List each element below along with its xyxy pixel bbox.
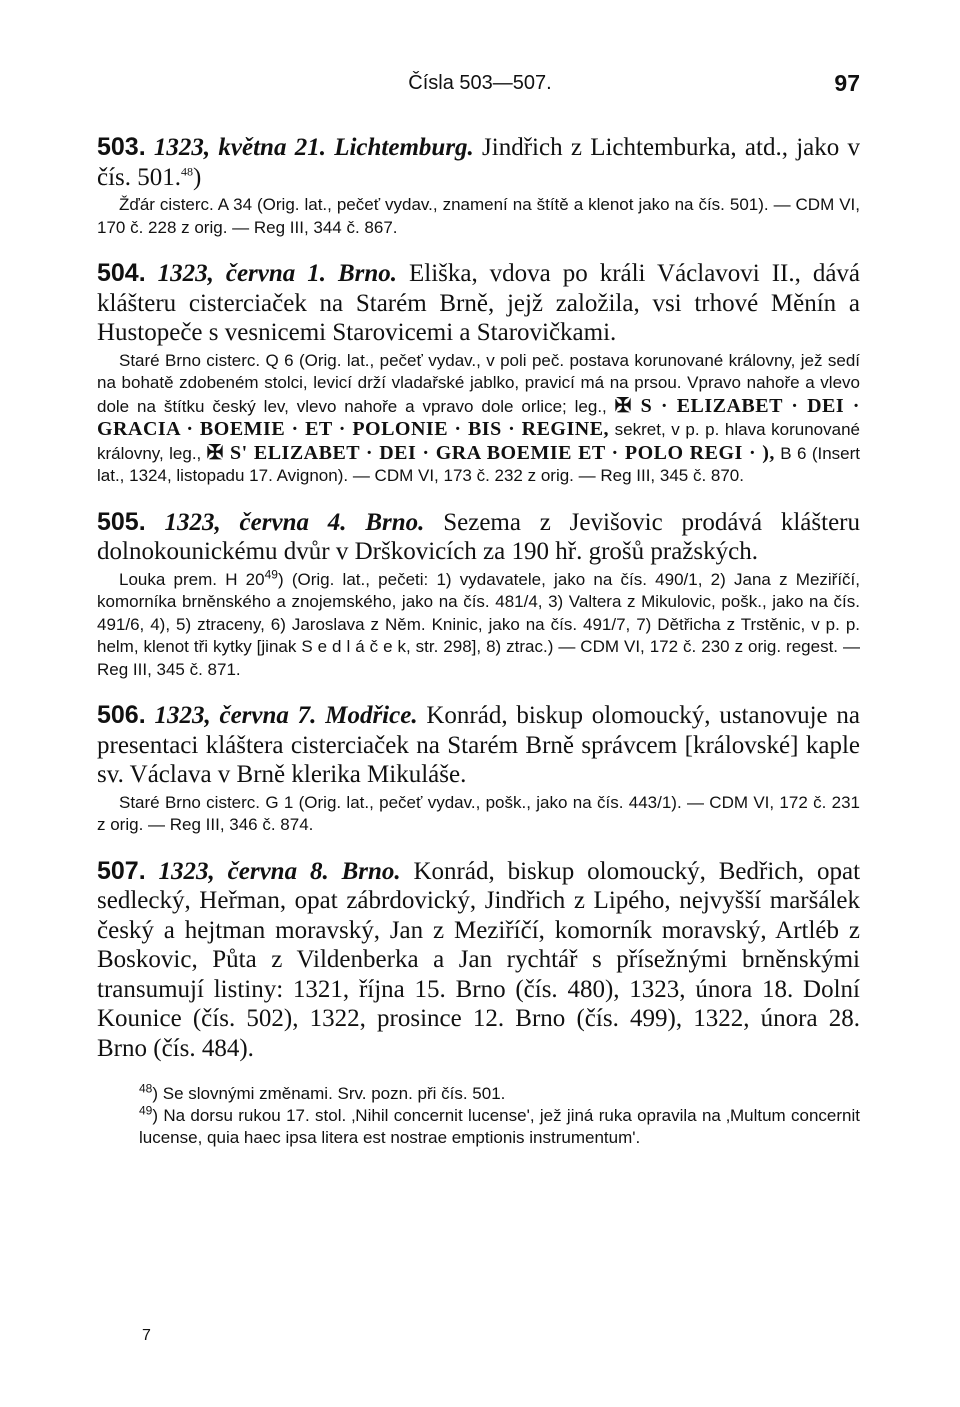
entry-heading — [97, 701, 860, 790]
footnote-ref: 48 — [181, 164, 194, 179]
entry-number: 504. — [97, 259, 146, 287]
entry-place: Modřice. — [325, 702, 418, 729]
footnote-text: ) Se slovnými změnami. Srv. pozn. při čís. 501. — [152, 1084, 506, 1103]
footnote-mark: 49 — [139, 1103, 153, 1118]
entry-date: 1323, června 7. — [154, 702, 317, 729]
note-text: B 6 (Insert lat., 1324, listopadu 17. Avignon). — CDM VI, 173 č. 232 z orig. — Reg III, 345 č. 870. — [97, 443, 860, 485]
page-number: 97 — [834, 70, 860, 96]
note-text: sekret, v p. p. hlava korunované královny, leg., — [97, 420, 860, 463]
footnote-mark: 48 — [139, 1081, 153, 1096]
entry-date: 1323, května 21. — [153, 134, 326, 161]
entry-heading — [97, 259, 860, 348]
entry-date: 1323, června 8. — [158, 857, 329, 885]
entry-heading — [97, 133, 860, 192]
entry-heading — [97, 857, 860, 1064]
entry-number: 506. — [97, 701, 146, 729]
entry-text-tail: ) — [193, 163, 202, 191]
running-head — [100, 72, 860, 102]
entry-number: 505. — [97, 507, 146, 536]
note-text: Staré Brno cisterc. G 1 (Orig. lat., pečeť vydav., pošk., jako na čís. 443/1). — CDM VI, 172 č. 231 z orig. — Reg III, 346 č. 874. — [97, 792, 860, 834]
archival-note — [97, 350, 860, 488]
footnote-49 — [97, 1105, 860, 1149]
entry-date: 1323, června 1. — [157, 260, 326, 287]
footnote-ref: 49 — [264, 566, 278, 581]
entry-date: 1323, června 4. — [164, 508, 347, 536]
note-text: ) (Orig. lat., pečeti: 1) vydavatele, jako na čís. 490/1, 2) Jana z Meziříčí, komorníka brněnského a znojemského, jako na čís. 481/4, 3) Valtera z Mikulovic, pošk., jako na čís. 491/6, 4), 5) ztraceny, 6) Jaroslava z Něm. Kninic, jako na čís. 491/7, 7) Dětřicha z Trstěnic, v p. p. helm, klenot tři kytky [jinak S e d l á č e k, str. 298], 8) ztrac.) — CDM VI, 172 č. 230 z orig. regest. — Reg III, 345 č. 871. — [97, 569, 860, 679]
entry-number: 507. — [97, 856, 146, 885]
entry-503 — [97, 133, 860, 239]
entry-number: 503. — [97, 133, 146, 161]
note-text: Louka prem. H 20 — [119, 569, 265, 589]
entry-place: Brno. — [337, 260, 398, 287]
entry-506 — [97, 701, 860, 837]
entry-place: Lichtemburg. — [334, 134, 474, 161]
entry-text: Konrád, biskup olomoucký, ustanovuje na presentaci kláštera cisterciaček na Starém Brně správcem [královské] kaple sv. Václava v Brně klerika Mikuláše. — [97, 702, 861, 788]
entry-507 — [97, 857, 860, 1064]
archival-note — [97, 194, 860, 239]
entry-place: Brno. — [365, 508, 425, 536]
entry-text: Sezema z Jevišovic prodává klášteru dolnokounickému dvůr v Drškovicích za 190 hř. grošů pražských. — [97, 508, 860, 565]
archival-note — [97, 566, 860, 682]
entry-504 — [97, 259, 860, 488]
footnote-text: ) Na dorsu rukou 17. stol. ‚Nihil concernit lucense', jež jiná ruka opravila na ‚Multum concernit lucense, quia haec ipsa litera est nostrae emptionis instrumentum'. — [139, 1106, 860, 1147]
note-text: Staré Brno cisterc. Q 6 (Orig. lat., pečeť vydav., v poli peč. postava korunované královny, jež sedí na bohatě zdobeném stolci, levicí drží vladařské jablko, pravicí má na prsou. Vpravo nahoře a vlevo dole na štítku český lev, vlevo nahoře a vpravo dole orlice; leg., — [97, 350, 860, 416]
entry-text: Eliška, vdova po králi Václavovi II., dává klášteru cisterciaček na Starém Brně, jejž založila, vsi trhové Měnín a Hustopeče s vesnicemi Starovicemi a Starovičkami. — [97, 260, 861, 346]
entry-text: Konrád, biskup olomoucký, Bedřich, opat sedlecký, Heřman, opat zábrdovický, Jindřich z Lipého, nejvyšší maršálek český a hejtman moravský, Jan z Meziříčí, komorník moravský, Artléb z Boskovic, Půta z Vildenberka a Jan rychtář s přísežnými brněnskými transumují listiny: 1321, října 15. Brno (čís. 480), 1323, února 18. Dolní Kounice (čís. 502), 1322, prosince 12. Brno (čís. 499), 1322, února 28. Brno (čís. 484). — [97, 857, 861, 1062]
entry-heading — [97, 508, 860, 567]
note-text: Žďár cisterc. A 34 (Orig. lat., pečeť vydav., znamení na štítě a klenot jako na čís. 501). — CDM VI, 170 č. 228 z orig. — Reg III, 344 č. 867. — [97, 195, 860, 237]
running-title: Čísla 503—507. — [408, 72, 552, 94]
main-text — [97, 133, 860, 1149]
entry-place: Brno. — [341, 857, 401, 885]
footnote-48 — [97, 1083, 860, 1105]
seal-legend: ✠ S · ELIZABET · DEI · GRACIA · BOEMIE · ET · POLONIE · BIS · REGINE, — [97, 394, 860, 440]
signature-mark: 7 — [142, 1327, 151, 1344]
seal-legend: ✠ S' ELIZABET · DEI · GRA BOEMIE ET · POLO REGI · ), — [206, 441, 775, 464]
archival-note — [97, 792, 860, 837]
entry-505 — [97, 508, 860, 682]
entry-text: Jindřich z Lichtemburka, atd., jako v čís. 501. — [97, 134, 860, 191]
footnotes — [97, 1083, 860, 1149]
